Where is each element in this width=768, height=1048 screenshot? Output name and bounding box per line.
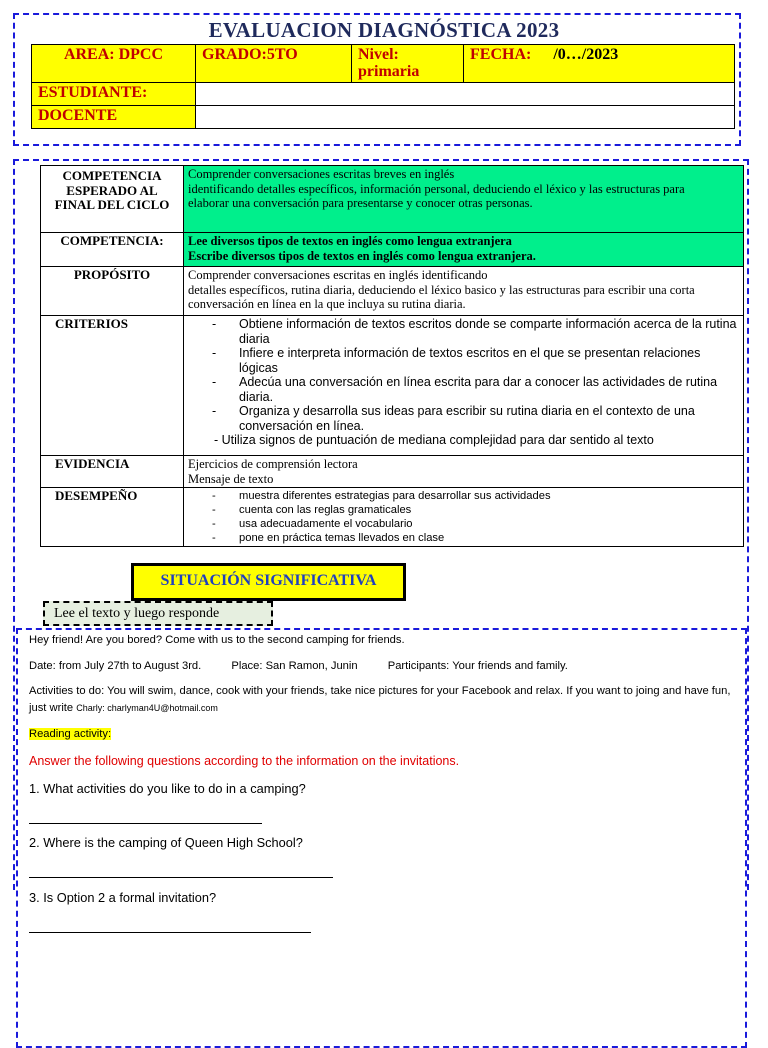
criterio-item-last: - Utiliza signos de puntuación de mediana complejidad para dar sentido al texto [214, 433, 654, 447]
proposito-line: detalles específicos, rutina diaria, deduciendo el léxico basico y las estructuras para escribir una corta conversación en línea en la que incluya su rutina diaria. [188, 282, 695, 311]
criterio-item: - Infiere e interpreta información de textos escritos en el que se presentan relaciones lógicas [212, 346, 701, 375]
estudiante-label: ESTUDIANTE: [32, 83, 196, 106]
reading-date: Date: from July 27th to August 3rd. [29, 660, 202, 672]
evidencia-line: Mensaje de texto [188, 471, 274, 486]
criterios-label: CRITERIOS [41, 316, 184, 456]
reading-details [29, 658, 739, 674]
area-cell: AREA: DPCC [32, 45, 196, 83]
proposito-label: PROPÓSITO [41, 267, 184, 316]
desempeno-item: - usa adecuadamente el vocabulario [212, 518, 413, 530]
nivel-cell: Nivel: primaria [352, 45, 464, 83]
fecha-cell [464, 45, 735, 83]
activity-label-text: Reading activity: [29, 728, 112, 740]
activities-text: Activities to do: You will swim, dance, cook with your friends, take nice pictures for your Facebook and relax. If you want to joing and have fun, just write [29, 685, 731, 714]
evidencia-line: Ejercicios de comprensión lectora [188, 457, 358, 471]
comp-label: COMPETENCIA: [41, 233, 184, 267]
criterios-list [184, 316, 744, 456]
proposito-text [184, 267, 744, 316]
comp-final-line: elaborar una conversación para presentarse y conocer otras personas. [188, 196, 533, 210]
reading-instruction: Answer the following questions according to the information on the invitations. [29, 754, 460, 768]
question-2: 2. Where is the camping of Queen High School? [29, 835, 303, 850]
instruction-box: Lee el texto y luego responde [43, 601, 273, 626]
contact-text: Charly: charlyman4U@hotmail.com [76, 703, 218, 713]
comp-final-label: COMPETENCIA ESPERADO AL FINAL DEL CICLO [41, 166, 184, 233]
reading-intro: Hey friend! Are you bored? Come with us to the second camping for friends. [29, 634, 405, 646]
fecha-label: FECHA: [470, 46, 532, 63]
comp-final-line: identificando detalles específicos, información personal, deduciendo el léxico y las estructuras para [188, 181, 685, 196]
question-3: 3. Is Option 2 a formal invitation? [29, 890, 217, 905]
reading-activity-label [29, 726, 739, 742]
desempeno-item: - cuenta con las reglas gramaticales [212, 504, 412, 516]
fecha-value: /0…/2023 [553, 46, 619, 63]
answer-line-1[interactable] [29, 823, 262, 824]
reading-activities [29, 683, 739, 717]
evidencia-label: EVIDENCIA [41, 456, 184, 488]
answer-line-3[interactable] [29, 932, 311, 933]
grado-cell: GRADO:5TO [196, 45, 352, 83]
docente-field[interactable] [196, 106, 735, 129]
comp-text [184, 233, 744, 267]
criterio-item: - Adecúa una conversación en línea escrita para dar a conocer las actividades de rutina diaria. [212, 375, 718, 404]
criterio-item: - Obtiene información de textos escritos donde se comparte información acerca de la rutina diaria [212, 317, 737, 346]
reading-place: Place: San Ramon, Junin [231, 660, 358, 672]
desempeno-label: DESEMPEÑO [41, 488, 184, 547]
criterio-item: - Organiza y desarrolla sus ideas para escribir su rutina diaria en el contexto de una conversación en línea. [212, 404, 695, 433]
header-table [31, 44, 735, 129]
question-1: 1. What activities do you like to do in a camping? [29, 781, 306, 796]
comp-line: Escribe diversos tipos de textos en inglés como lengua extranjera. [188, 248, 536, 263]
situacion-banner: SITUACIÓN SIGNIFICATIVA [131, 563, 406, 601]
evidencia-text [184, 456, 744, 488]
page-title: EVALUACION DIAGNÓSTICA 2023 [208, 18, 560, 42]
desempeno-list [184, 488, 744, 547]
reading-participants: Participants: Your friends and family. [387, 660, 568, 672]
comp-final-text [184, 166, 744, 233]
comp-line: Lee diversos tipos de textos en inglés como lengua extranjera [188, 234, 512, 248]
comp-final-line: Comprender conversaciones escritas breves en inglés [188, 167, 455, 181]
answer-line-2[interactable] [29, 877, 333, 878]
proposito-line: Comprender conversaciones escritas en inglés identificando [188, 268, 488, 282]
estudiante-field[interactable] [196, 83, 735, 106]
competencies-table [40, 165, 744, 547]
desempeno-item: - pone en práctica temas llevados en clase [212, 532, 445, 544]
desempeno-item: - muestra diferentes estrategias para desarrollar sus actividades [212, 490, 551, 502]
docente-label: DOCENTE [32, 106, 196, 129]
